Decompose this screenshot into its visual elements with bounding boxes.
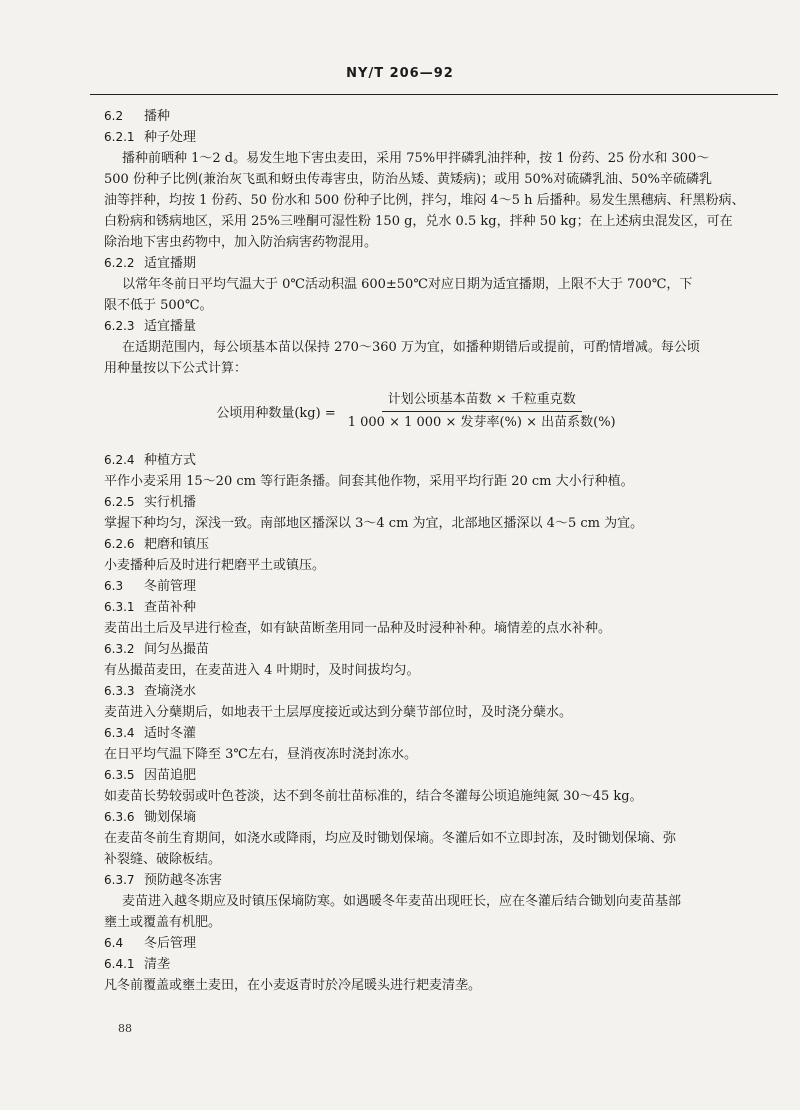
paragraph-line: 500 份种子比例(兼治灰飞虱和蚜虫传毒害虫，防治丛矮、黄矮病)；或用 50%对硫磷乳油、50%辛硫磷乳 [104, 172, 713, 187]
section-title: 查墒浇水 [144, 684, 197, 699]
section-title: 因苗追肥 [144, 768, 197, 783]
paragraph-6-2-6 [104, 555, 734, 576]
paragraph-line: 在日平均气温下降至 3℃左右，昼消夜冻时浇封冻水。 [104, 747, 417, 762]
paragraph-line: 限不低于 500℃。 [104, 298, 213, 313]
section-title: 查苗补种 [144, 600, 197, 615]
section-heading-6-2-6 [104, 534, 734, 555]
section-title: 间匀丛撮苗 [144, 642, 210, 657]
paragraph-6-2-2 [104, 274, 734, 316]
section-heading-6-2-3 [104, 316, 734, 337]
paragraph-6-3-3 [104, 702, 734, 723]
section-number: 6.2.2 [104, 256, 135, 270]
formula-numerator: 计划公顷基本苗数 × 千粒重克数 [382, 391, 582, 412]
paragraph-6-2-3 [104, 337, 734, 379]
paragraph-line: 掌握下种均匀，深浅一致。南部地区播深以 3～4 cm 为宜，北部地区播深以 4～5 cm 为宜。 [104, 516, 644, 531]
section-number: 6.2.3 [104, 319, 135, 333]
paragraph-6-4-1 [104, 975, 734, 996]
paragraph-line: 播种前晒种 1～2 d。易发生地下害虫麦田，采用 75%甲拌磷乳油拌种，按 1 份药、25 份水和 300～ [122, 151, 710, 166]
paragraph-line: 平作小麦采用 15～20 cm 等行距条播。间套其他作物，采用平均行距 20 cm 大小行种植。 [104, 474, 634, 489]
paragraph-line: 在麦苗冬前生育期间，如浇水或降雨，均应及时锄划保墒。冬灌后如不立即封冻，及时锄划保墒、弥 [104, 831, 677, 846]
paragraph-line: 除治地下害虫药物中，加入防治病害药物混用。 [104, 235, 378, 250]
paragraph-line: 在适期范围内，每公顷基本苗以保持 270～360 万为宜，如播种期错后或提前，可酌情增减。每公顷 [122, 340, 700, 355]
paragraph-line: 油等拌种，均按 1 份药、50 份水和 500 份种子比例，拌匀，堆闷 4～5 h 后播种。易发生黑穗病、秆黑粉病、 [104, 193, 745, 208]
section-title: 种植方式 [144, 453, 197, 468]
section-heading-6-3-3 [104, 681, 734, 702]
section-title: 实行机播 [144, 495, 197, 510]
section-heading-6-3-4 [104, 723, 734, 744]
section-heading-6-2-5 [104, 492, 734, 513]
document-body [104, 106, 745, 996]
paragraph-line: 白粉病和锈病地区，采用 25%三唑酮可湿性粉 150 g，兑水 0.5 kg，拌种 50 kg；在上述病虫混发区，可在 [104, 214, 733, 229]
section-title: 适时冬灌 [144, 726, 197, 741]
section-title: 清垄 [144, 957, 171, 972]
section-heading-6-3-6 [104, 807, 734, 828]
paragraph-6-3-5 [104, 786, 734, 807]
section-heading-6-4 [104, 933, 734, 954]
section-heading-6-2 [104, 106, 734, 127]
paragraph-line: 麦苗进入分蘖期后，如地表干土层厚度接近或达到分蘖节部位时，及时浇分蘖水。 [104, 705, 573, 720]
section-number: 6.2.5 [104, 495, 135, 509]
section-number: 6.3.6 [104, 810, 135, 824]
section-title: 播种 [144, 109, 171, 124]
section-number: 6.3.1 [104, 600, 135, 614]
section-heading-6-3-7 [104, 870, 734, 891]
paragraph-6-3-4 [104, 744, 734, 765]
formula-lhs: 公顷用种数量(kg) = [216, 406, 336, 421]
header-rule [90, 94, 778, 95]
paragraph-line: 用种量按以下公式计算： [104, 361, 248, 376]
paragraph-line: 壅土或覆盖有机肥。 [104, 915, 222, 930]
section-title: 适宜播量 [144, 319, 197, 334]
section-title: 冬后管理 [144, 936, 197, 951]
paragraph-6-3-6 [104, 828, 734, 870]
section-title: 冬前管理 [144, 579, 197, 594]
section-heading-6-4-1 [104, 954, 734, 975]
section-heading-6-3 [104, 576, 734, 597]
section-heading-6-3-5 [104, 765, 734, 786]
formula-denominator: 1 000 × 1 000 × 发芽率(%) × 出苗系数(%) [347, 415, 616, 430]
section-number: 6.4.1 [104, 957, 135, 971]
section-title: 耙磨和镇压 [144, 537, 210, 552]
paragraph-line: 如麦苗长势较弱或叶色苍淡，达不到冬前壮苗标准的，结合冬灌每公顷追施纯氮 30～45 kg。 [104, 789, 643, 804]
document-code: NY/T 206—92 [346, 66, 454, 81]
section-heading-6-2-2 [104, 253, 734, 274]
section-number: 6.3.3 [104, 684, 135, 698]
paragraph-line: 凡冬前覆盖或壅土麦田，在小麦返青时於冷尾暖头进行耙麦清垄。 [104, 978, 482, 993]
section-number: 6.3.5 [104, 768, 135, 782]
section-number: 6.3 [104, 579, 124, 593]
section-heading-6-3-1 [104, 597, 734, 618]
section-number: 6.4 [104, 936, 124, 950]
section-number: 6.3.7 [104, 873, 135, 887]
paragraph-6-2-1 [104, 148, 745, 253]
paragraph-line: 麦苗出土后及早进行检查，如有缺苗断垄用同一品种及时浸种补种。墒情差的点水补种。 [104, 621, 612, 636]
paragraph-6-3-7 [104, 891, 734, 933]
paragraph-6-2-5 [104, 513, 734, 534]
section-number: 6.3.4 [104, 726, 135, 740]
paragraph-6-3-2 [104, 660, 734, 681]
seed-quantity-formula [104, 391, 734, 432]
paragraph-line: 有丛撮苗麦田，在麦苗进入 4 叶期时，及时间拔均匀。 [104, 663, 420, 678]
paragraph-line: 小麦播种后及时进行耙磨平土或镇压。 [104, 558, 326, 573]
formula-fraction [342, 391, 622, 432]
section-number: 6.2.1 [104, 130, 135, 144]
section-number: 6.3.2 [104, 642, 135, 656]
section-title: 锄划保墒 [144, 810, 197, 825]
page-number: 88 [118, 1022, 132, 1035]
section-title: 适宜播期 [144, 256, 197, 271]
paragraph-line: 补裂缝、破除板结。 [104, 852, 222, 867]
paragraph-line: 以常年冬前日平均气温大于 0℃活动积温 600±50℃对应日期为适宜播期，上限不大于 700℃，下 [122, 277, 693, 292]
section-heading-6-2-1 [104, 127, 734, 148]
section-number: 6.2 [104, 109, 124, 123]
paragraph-6-3-1 [104, 618, 734, 639]
paragraph-6-2-4 [104, 471, 734, 492]
section-number: 6.2.4 [104, 453, 135, 467]
section-heading-6-2-4 [104, 450, 734, 471]
paragraph-line: 麦苗进入越冬期应及时镇压保墒防寒。如遇暖冬年麦苗出现旺长，应在冬灌后结合锄划向麦苗基部 [122, 894, 682, 909]
section-title: 预防越冬冻害 [144, 873, 223, 888]
section-heading-6-3-2 [104, 639, 734, 660]
section-number: 6.2.6 [104, 537, 135, 551]
section-title: 种子处理 [144, 130, 197, 145]
